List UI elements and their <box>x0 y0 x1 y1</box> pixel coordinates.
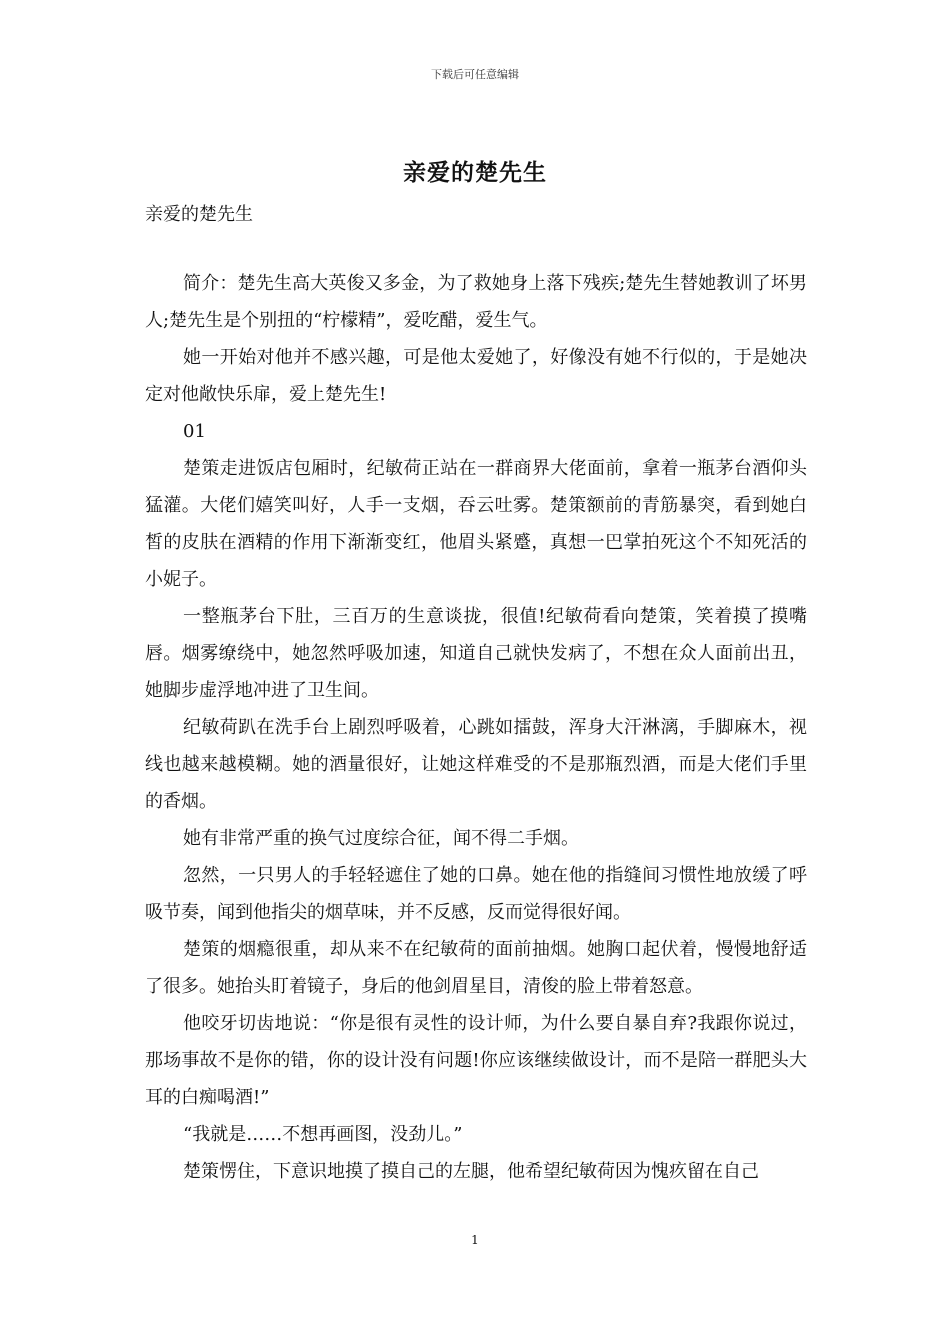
paragraph: 他咬牙切齿地说：“你是很有灵性的设计师，为什么要自暴自弃?我跟你说过，那场事故不是你的错，你的设计没有问题!你应该继续做设计，而不是陪一群肥头大耳的白痴喝酒!” <box>145 1013 807 1108</box>
paragraph: 她有非常严重的换气过度综合征，闻不得二手烟。 <box>183 828 579 849</box>
paragraph: “我就是……不想再画图，没劲儿。” <box>183 1124 463 1145</box>
document-subtitle: 亲爱的楚先生 <box>145 204 253 225</box>
document-title: 亲爱的楚先生 <box>403 159 547 186</box>
chapter-number: 01 <box>183 421 206 442</box>
body-text <box>145 265 807 1190</box>
paragraph: 她一开始对他并不感兴趣，可是他太爱她了，好像没有她不行似的，于是她决定对他敞快乐扉，爱上楚先生! <box>145 347 807 405</box>
page-number: 1 <box>471 1233 479 1247</box>
paragraph: 纪敏荷趴在洗手台上剧烈呼吸着，心跳如擂鼓，浑身大汗淋漓，手脚麻木，视线也越来越模糊。她的酒量很好，让她这样难受的不是那瓶烈酒，而是大佬们手里的香烟。 <box>145 717 807 812</box>
paragraph: 楚策走进饭店包厢时，纪敏荷正站在一群商界大佬面前，拿着一瓶茅台酒仰头猛灌。大佬们嬉笑叫好，人手一支烟，吞云吐雾。楚策额前的青筋暴突，看到她白皙的皮肤在酒精的作用下渐渐变红，他眉头紧蹙，真想一巴掌拍死这个不知死活的小妮子。 <box>145 458 807 590</box>
paragraph: 楚策愣住，下意识地摸了摸自己的左腿，他希望纪敏荷因为愧疚留在自己 <box>183 1161 759 1182</box>
paragraph: 楚策的烟瘾很重，却从来不在纪敏荷的面前抽烟。她胸口起伏着，慢慢地舒适了很多。她抬头盯着镜子，身后的他剑眉星目，清俊的脸上带着怒意。 <box>145 939 807 997</box>
paragraph: 忽然，一只男人的手轻轻遮住了她的口鼻。她在他的指缝间习惯性地放缓了呼吸节奏，闻到他指尖的烟草味，并不反感，反而觉得很好闻。 <box>145 865 807 923</box>
paragraph-intro: 简介：楚先生高大英俊又多金，为了救她身上落下残疾;楚先生替她教训了坏男人;楚先生是个别扭的“柠檬精”，爱吃醋，爱生气。 <box>145 273 807 331</box>
paragraph: 一整瓶茅台下肚，三百万的生意谈拢，很值!纪敏荷看向楚策，笑着摸了摸嘴唇。烟雾缭绕中，她忽然呼吸加速，知道自己就快发病了，不想在众人面前出丑，她脚步虚浮地冲进了卫生间。 <box>145 606 807 701</box>
header-note: 下载后可任意编辑 <box>431 68 519 81</box>
